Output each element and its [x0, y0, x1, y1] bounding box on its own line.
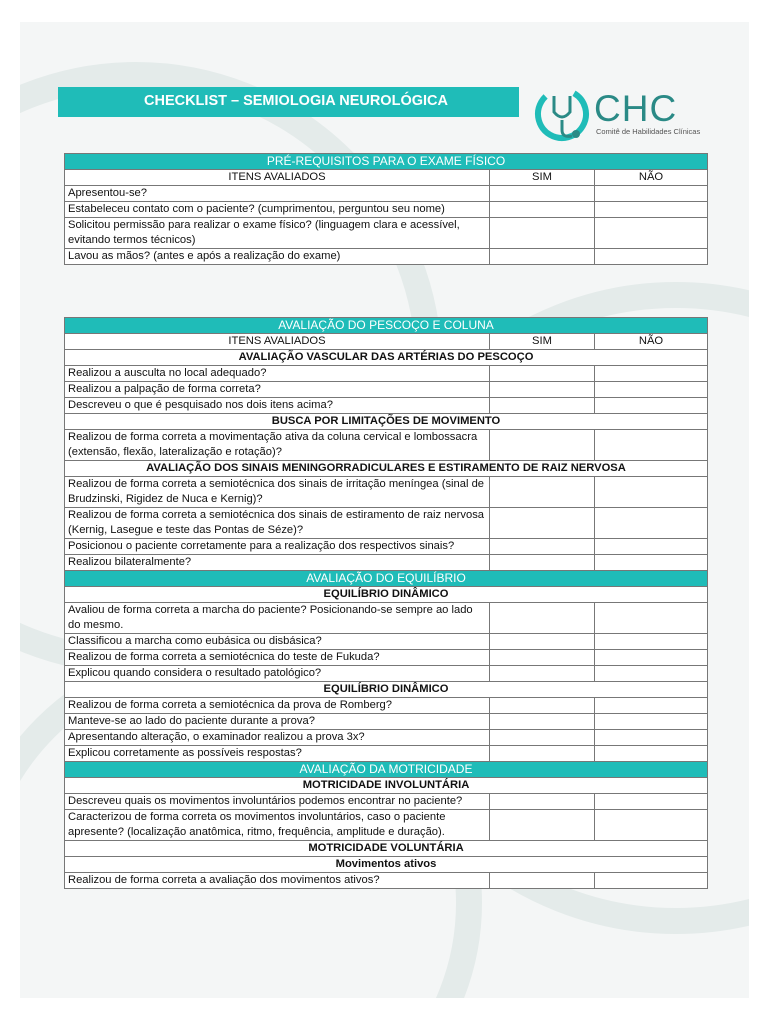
checklist-item: Realizou de forma correta a semiotécnica dos sinais de estiramento de raiz nervosa (Kernig, Lasegue e teste das Pontas de Séze)?: [65, 508, 490, 539]
nao-cell[interactable]: [595, 202, 708, 218]
sim-cell[interactable]: [490, 202, 595, 218]
checklist-item: Realizou de forma correta a semiotécnica dos sinais de irritação meníngea (sinal de Brudzinski, Rigidez de Nuca e Kernig)?: [65, 477, 490, 508]
checklist-item: Estabeleceu contato com o paciente? (cumprimentou, perguntou seu nome): [65, 202, 490, 218]
nao-cell[interactable]: [595, 382, 708, 398]
nao-cell[interactable]: [595, 746, 708, 762]
column-header-nao: NÃO: [595, 334, 708, 350]
subsection-header: AVALIAÇÃO VASCULAR DAS ARTÉRIAS DO PESCOÇO: [65, 350, 708, 366]
nao-cell[interactable]: [595, 650, 708, 666]
nao-cell[interactable]: [595, 873, 708, 889]
checklist-item: Solicitou permissão para realizar o exame físico? (linguagem clara e acessível, evitando termos técnicos): [65, 218, 490, 249]
chc-logo: [532, 82, 712, 146]
table-row: [65, 218, 708, 249]
sim-cell[interactable]: [490, 430, 595, 461]
table-row: [65, 650, 708, 666]
nao-cell[interactable]: [595, 186, 708, 202]
sim-cell[interactable]: [490, 730, 595, 746]
table-row: [65, 746, 708, 762]
table-row: [65, 477, 708, 508]
table-row: [65, 873, 708, 889]
stethoscope-icon: [532, 82, 596, 146]
checklist-title-bar: [58, 87, 519, 117]
checklist-item: Classificou a marcha como eubásica ou disbásica?: [65, 634, 490, 650]
table-row: [65, 382, 708, 398]
nao-cell[interactable]: [595, 555, 708, 571]
checklist-item: Lavou as mãos? (antes e após a realização do exame): [65, 249, 490, 265]
checklist-item: Apresentou-se?: [65, 186, 490, 202]
nao-cell[interactable]: [595, 794, 708, 810]
section-header: PRÉ-REQUISITOS PARA O EXAME FÍSICO: [65, 154, 708, 170]
nao-cell[interactable]: [595, 249, 708, 265]
column-header-sim: SIM: [490, 334, 595, 350]
nao-cell[interactable]: [595, 477, 708, 508]
subsection-header: BUSCA POR LIMITAÇÕES DE MOVIMENTO: [65, 414, 708, 430]
sim-cell[interactable]: [490, 218, 595, 249]
checklist-item: Posicionou o paciente corretamente para a realização dos respectivos sinais?: [65, 539, 490, 555]
sim-cell[interactable]: [490, 508, 595, 539]
nao-cell[interactable]: [595, 508, 708, 539]
table-row: [65, 698, 708, 714]
subsection-header: MOTRICIDADE VOLUNTÁRIA: [65, 841, 708, 857]
checklist-item: Explicou quando considera o resultado patológico?: [65, 666, 490, 682]
sim-cell[interactable]: [490, 477, 595, 508]
checklist-item: Realizou a palpação de forma correta?: [65, 382, 490, 398]
table-row: [65, 810, 708, 841]
nao-cell[interactable]: [595, 666, 708, 682]
sim-cell[interactable]: [490, 366, 595, 382]
nao-cell[interactable]: [595, 714, 708, 730]
column-header-itens: ITENS AVALIADOS: [65, 170, 490, 186]
sim-cell[interactable]: [490, 398, 595, 414]
table-row: [65, 794, 708, 810]
nao-cell[interactable]: [595, 366, 708, 382]
table-row: [65, 730, 708, 746]
sim-cell[interactable]: [490, 603, 595, 634]
table-row: [65, 366, 708, 382]
column-header-nao: NÃO: [595, 170, 708, 186]
sim-cell[interactable]: [490, 714, 595, 730]
table-row: [65, 603, 708, 634]
table-row: [65, 249, 708, 265]
column-header-sim: SIM: [490, 170, 595, 186]
nao-cell[interactable]: [595, 698, 708, 714]
nao-cell[interactable]: [595, 603, 708, 634]
sim-cell[interactable]: [490, 698, 595, 714]
logo-wordmark: CHC: [594, 88, 678, 129]
table-row: [65, 430, 708, 461]
nao-cell[interactable]: [595, 398, 708, 414]
checklist-item: Descreveu o que é pesquisado nos dois itens acima?: [65, 398, 490, 414]
section-header: AVALIAÇÃO DO EQUILÍBRIO: [65, 571, 708, 587]
prerequisites-table: [64, 153, 708, 265]
table-row: [65, 508, 708, 539]
table-row: [65, 714, 708, 730]
sim-cell[interactable]: [490, 249, 595, 265]
nao-cell[interactable]: [595, 539, 708, 555]
sim-cell[interactable]: [490, 650, 595, 666]
sim-cell[interactable]: [490, 666, 595, 682]
sim-cell[interactable]: [490, 555, 595, 571]
checklist-item: Realizou bilateralmente?: [65, 555, 490, 571]
table-row: [65, 634, 708, 650]
checklist-item: Realizou de forma correta a avaliação dos movimentos ativos?: [65, 873, 490, 889]
sim-cell[interactable]: [490, 746, 595, 762]
section-header: AVALIAÇÃO DA MOTRICIDADE: [65, 762, 708, 778]
nao-cell[interactable]: [595, 430, 708, 461]
checklist-item: Apresentando alteração, o examinador realizou a prova 3x?: [65, 730, 490, 746]
sim-cell[interactable]: [490, 634, 595, 650]
sim-cell[interactable]: [490, 186, 595, 202]
subsection-header: EQUILÍBRIO DINÂMICO: [65, 587, 708, 603]
checklist-item: Avaliou de forma correta a marcha do paciente? Posicionando-se sempre ao lado do mesmo.: [65, 603, 490, 634]
sim-cell[interactable]: [490, 382, 595, 398]
table-row: [65, 555, 708, 571]
table-row: [65, 186, 708, 202]
nao-cell[interactable]: [595, 634, 708, 650]
table-row: [65, 398, 708, 414]
checklist-item: Caracterizou de forma correta os movimentos involuntários, caso o paciente apresente? (localização anatômica, ritmo, frequência, amplitude e duração).: [65, 810, 490, 841]
checklist-item: Realizou de forma correta a movimentação ativa da coluna cervical e lombossacra (extensão, flexão, lateralização e rotação)?: [65, 430, 490, 461]
table-row: [65, 202, 708, 218]
table-row: [65, 666, 708, 682]
checklist-item: Descreveu quais os movimentos involuntários podemos encontrar no paciente?: [65, 794, 490, 810]
logo-subtitle: Comitê de Habilidades Clínicas: [596, 127, 701, 136]
checklist-item: Realizou de forma correta a semiotécnica da prova de Romberg?: [65, 698, 490, 714]
sim-cell[interactable]: [490, 539, 595, 555]
table-row: [65, 539, 708, 555]
column-header-itens: ITENS AVALIADOS: [65, 334, 490, 350]
subsection-header: MOTRICIDADE INVOLUNTÁRIA: [65, 778, 708, 794]
checklist-item: Manteve-se ao lado do paciente durante a prova?: [65, 714, 490, 730]
neuro-exam-table: [64, 317, 708, 889]
subsection-header: Movimentos ativos: [65, 857, 708, 873]
section-header: AVALIAÇÃO DO PESCOÇO E COLUNA: [65, 318, 708, 334]
sim-cell[interactable]: [490, 873, 595, 889]
page-title: CHECKLIST – SEMIOLOGIA NEUROLÓGICA: [144, 93, 448, 109]
subsection-header: AVALIAÇÃO DOS SINAIS MENINGORRADICULARES E ESTIRAMENTO DE RAIZ NERVOSA: [65, 461, 708, 477]
nao-cell[interactable]: [595, 730, 708, 746]
sim-cell[interactable]: [490, 810, 595, 841]
sim-cell[interactable]: [490, 794, 595, 810]
subsection-header: EQUILÍBRIO DINÂMICO: [65, 682, 708, 698]
checklist-item: Realizou de forma correta a semiotécnica do teste de Fukuda?: [65, 650, 490, 666]
checklist-item: Realizou a ausculta no local adequado?: [65, 366, 490, 382]
nao-cell[interactable]: [595, 810, 708, 841]
nao-cell[interactable]: [595, 218, 708, 249]
checklist-item: Explicou corretamente as possíveis respostas?: [65, 746, 490, 762]
